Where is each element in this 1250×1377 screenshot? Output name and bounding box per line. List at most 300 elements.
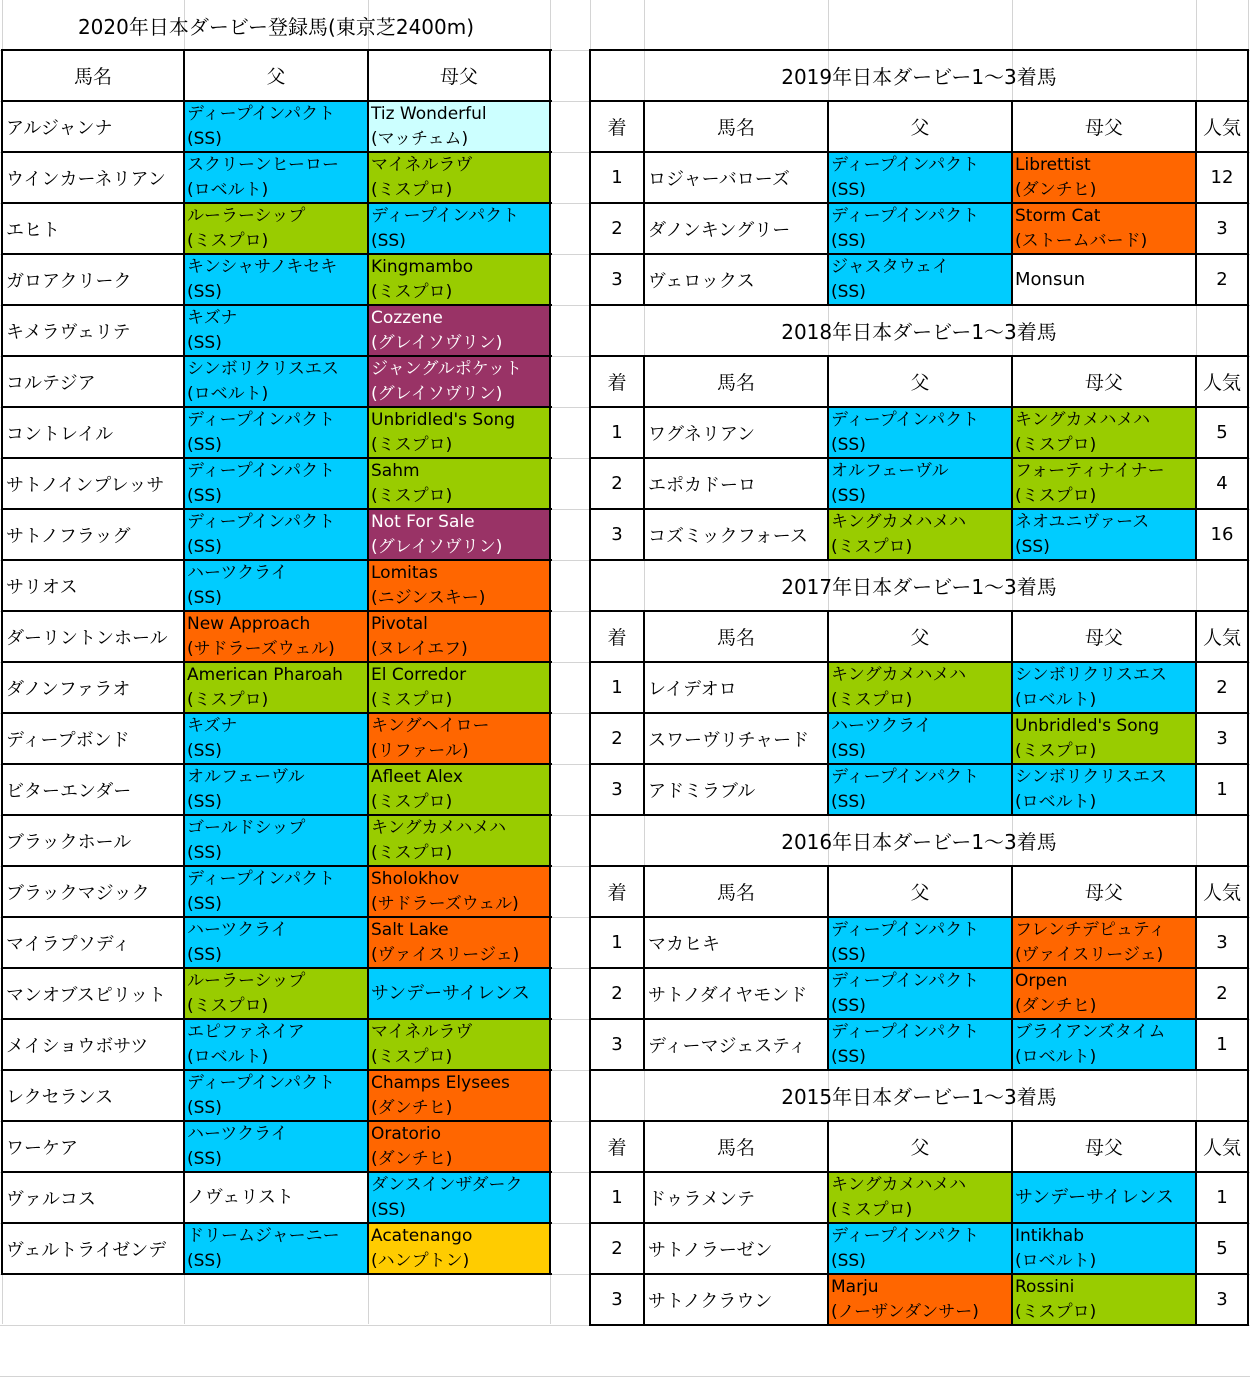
table-border <box>1195 1120 1197 1326</box>
table-border <box>1195 610 1197 816</box>
table-border <box>2 1120 552 1122</box>
sire-cell-line-2: (SS) <box>187 740 222 761</box>
horse-name[interactable]: マイラプソディ <box>2 917 184 968</box>
dam-sire-cell[interactable] <box>1012 1274 1196 1325</box>
popularity[interactable]: 3 <box>1216 1289 1228 1310</box>
popularity[interactable]: 2 <box>1216 269 1228 290</box>
table-border <box>827 355 829 561</box>
finish-position[interactable]: 3 <box>611 269 623 290</box>
sire-cell[interactable] <box>184 203 368 254</box>
section-title[interactable]: 2016年日本ダービー1～3着馬 <box>781 830 1057 854</box>
table-border <box>589 304 591 357</box>
horse-name[interactable]: レクセランス <box>2 1070 184 1121</box>
horse-name[interactable]: サトノラーゼン <box>648 1239 773 1261</box>
sire-cell-line-2: (SS) <box>187 128 222 149</box>
horse-name[interactable]: サトノダイヤモンド <box>648 984 808 1006</box>
sire-cell-line-2: (SS) <box>187 842 222 863</box>
table-border <box>2 100 552 102</box>
table-border <box>589 559 1249 561</box>
horse-name[interactable]: ヴァルコス <box>2 1172 184 1223</box>
sire-cell[interactable] <box>828 713 1012 764</box>
sire-cell-line-1: ディープインパクト <box>831 1021 980 1042</box>
sire-cell-line-1: Marju <box>831 1276 879 1297</box>
horse-name[interactable]: サリオス <box>2 560 184 611</box>
dam-sire-cell[interactable] <box>1012 458 1196 509</box>
sire-cell[interactable] <box>828 203 1012 254</box>
sire-cell[interactable] <box>184 968 368 1019</box>
dam-sire-cell-line-1: El Corredor <box>371 664 467 685</box>
table-border <box>1011 100 1013 306</box>
right-header-3[interactable]: 母父 <box>1084 627 1123 649</box>
sire-cell[interactable] <box>184 1070 368 1121</box>
dam-sire-cell[interactable] <box>1012 203 1196 254</box>
table-border <box>2 508 552 510</box>
sire-cell[interactable] <box>184 152 368 203</box>
horse-name[interactable]: メイショウボサツ <box>2 1019 184 1070</box>
dam-sire-cell-line-1: Cozzene <box>371 307 443 328</box>
horse-name[interactable]: コントレイル <box>2 407 184 458</box>
dam-sire-cell-line-1: Orpen <box>1015 970 1068 991</box>
horse-name[interactable]: ディーマジェスティ <box>648 1035 807 1057</box>
popularity[interactable]: 2 <box>1216 677 1228 698</box>
table-border <box>589 1120 591 1326</box>
sire-cell[interactable] <box>184 917 368 968</box>
table-border <box>1247 1120 1249 1326</box>
sire-cell-line-1: ハーツクライ <box>831 715 932 736</box>
dam-sire-cell-line-2: (ヴァイスリージェ) <box>371 944 520 965</box>
finish-position[interactable]: 3 <box>611 1034 623 1055</box>
horse-name[interactable]: スワーヴリチャード <box>648 729 810 751</box>
dam-sire-cell[interactable] <box>368 1019 550 1070</box>
dam-sire-cell-line-2: (ミスプロ) <box>371 689 453 710</box>
table-border <box>589 967 1249 969</box>
dam-sire-cell-line-2: (ロベルト) <box>1015 1250 1097 1271</box>
table-border <box>2 559 552 561</box>
table-border <box>2 712 552 714</box>
dam-sire-cell[interactable] <box>368 1172 550 1223</box>
sire-cell-line-1: エピファネイア <box>187 1021 305 1042</box>
table-border <box>589 559 591 612</box>
right-header-4[interactable]: 人気 <box>1202 117 1241 139</box>
table-border <box>2 253 552 255</box>
dam-sire-cell[interactable] <box>1012 968 1196 1019</box>
horse-name[interactable]: サトノインプレッサ <box>2 458 184 509</box>
horse-name[interactable]: ブラックマジック <box>2 866 184 917</box>
dam-sire-cell-line-1: マイネルラヴ <box>371 1021 473 1042</box>
horse-name[interactable]: ディープボンド <box>2 713 184 764</box>
finish-position[interactable]: 3 <box>611 1289 623 1310</box>
sire-cell-line-1: American Pharoah <box>187 664 343 685</box>
finish-position[interactable]: 2 <box>611 1238 623 1259</box>
popularity[interactable]: 12 <box>1210 167 1234 188</box>
sire-cell-line-1: キングカメハメハ <box>831 664 967 685</box>
dam-sire-cell-line-1: Oratorio <box>371 1123 441 1144</box>
section-title[interactable]: 2018年日本ダービー1～3着馬 <box>781 320 1057 344</box>
table-border <box>589 1171 1249 1173</box>
popularity[interactable]: 1 <box>1216 1187 1228 1208</box>
sire-cell-line-2: (ミスプロ) <box>831 689 913 710</box>
popularity[interactable]: 3 <box>1216 728 1228 749</box>
sire-cell[interactable] <box>828 1274 1012 1325</box>
section-title[interactable]: 2019年日本ダービー1～3着馬 <box>781 65 1057 89</box>
dam-sire-cell[interactable] <box>1012 1019 1196 1070</box>
finish-position[interactable]: 2 <box>611 218 623 239</box>
sire-cell-line-2: (SS) <box>187 944 222 965</box>
table-border <box>827 865 829 1071</box>
horse-name[interactable]: ガロアクリーク <box>2 254 184 305</box>
right-header-2[interactable]: 父 <box>910 117 930 139</box>
dam-sire-cell[interactable] <box>1012 509 1196 560</box>
horse-name[interactable]: ヴェロックス <box>648 270 755 292</box>
right-header-0[interactable]: 着 <box>607 1137 627 1159</box>
sire-cell[interactable] <box>184 815 368 866</box>
sire-cell[interactable] <box>184 764 368 815</box>
table-border <box>549 49 551 1275</box>
sire-cell-line-1: ディープインパクト <box>187 868 336 889</box>
sire-cell-line-2: (SS) <box>831 791 866 812</box>
sire-cell[interactable] <box>184 1121 368 1172</box>
horse-name[interactable]: アドミラブル <box>648 780 756 802</box>
sire-cell[interactable] <box>828 1172 1012 1223</box>
dam-sire-cell[interactable] <box>368 509 550 560</box>
table-border <box>2 916 552 918</box>
dam-sire-cell-line-2: (SS) <box>1015 536 1050 557</box>
horse-name[interactable]: エヒト <box>2 203 184 254</box>
dam-sire-cell[interactable] <box>368 356 550 407</box>
sire-cell-line-2: (ミスプロ) <box>831 536 913 557</box>
sire-cell[interactable] <box>828 764 1012 815</box>
horse-name[interactable]: ダーリントンホール <box>2 611 184 662</box>
popularity[interactable]: 5 <box>1216 1238 1228 1259</box>
table-border <box>589 865 591 1071</box>
popularity[interactable]: 5 <box>1216 422 1228 443</box>
dam-sire-cell-line-1: キングカメハメハ <box>1015 409 1151 430</box>
dam-sire-cell[interactable] <box>368 968 550 1019</box>
dam-sire-cell[interactable] <box>1012 764 1196 815</box>
right-header-2[interactable]: 父 <box>910 372 930 394</box>
dam-sire-cell-line-2: (ストームバード) <box>1015 230 1148 251</box>
right-header-3[interactable]: 母父 <box>1084 1137 1123 1159</box>
dam-sire-cell-line-1: Not For Sale <box>371 511 475 532</box>
dam-sire-cell[interactable] <box>1012 1172 1196 1223</box>
dam-sire-cell-line-1: Kingmambo <box>371 256 474 277</box>
table-border <box>827 1120 829 1326</box>
dam-sire-cell[interactable] <box>1012 1223 1196 1274</box>
popularity[interactable]: 4 <box>1216 473 1228 494</box>
sire-cell[interactable] <box>828 662 1012 713</box>
dam-sire-cell-line-2: (ミスプロ) <box>371 485 453 506</box>
sire-cell-line-2: (SS) <box>187 536 222 557</box>
sire-cell[interactable] <box>184 713 368 764</box>
horse-name[interactable]: サトノフラッグ <box>2 509 184 560</box>
sire-cell-line-2: (ノーザンダンサー) <box>831 1301 979 1322</box>
dam-sire-cell-line-2: (ミスプロ) <box>371 791 453 812</box>
dam-sire-cell-line-2: (SS) <box>371 1199 406 1220</box>
right-header-1[interactable]: 馬名 <box>716 1137 755 1159</box>
sire-cell[interactable] <box>184 1223 368 1274</box>
dam-sire-cell-line-1: フレンチデピュティ <box>1015 919 1166 940</box>
finish-position[interactable]: 1 <box>611 1187 623 1208</box>
table-border <box>589 1069 1249 1071</box>
sire-cell[interactable] <box>184 662 368 713</box>
dam-sire-cell[interactable] <box>368 407 550 458</box>
finish-position[interactable]: 1 <box>611 677 623 698</box>
right-header-0[interactable]: 着 <box>607 882 627 904</box>
popularity[interactable]: 3 <box>1216 932 1228 953</box>
right-header-0[interactable]: 着 <box>607 372 627 394</box>
sire-cell[interactable] <box>828 968 1012 1019</box>
sire-cell-line-1: キングカメハメハ <box>831 511 967 532</box>
right-header-0[interactable]: 着 <box>607 117 627 139</box>
table-border <box>589 1222 1249 1224</box>
finish-position[interactable]: 2 <box>611 728 623 749</box>
finish-position[interactable]: 1 <box>611 422 623 443</box>
table-border <box>589 1120 1249 1122</box>
sire-cell-line-2: (SS) <box>187 485 222 506</box>
dam-sire-cell[interactable] <box>368 152 550 203</box>
sire-cell-line-2: (ミスプロ) <box>187 689 269 710</box>
table-border <box>589 1069 591 1122</box>
horse-name[interactable]: アルジャンナ <box>2 101 184 152</box>
dam-sire-cell[interactable] <box>368 662 550 713</box>
sire-cell[interactable] <box>828 407 1012 458</box>
right-header-3[interactable]: 母父 <box>1084 117 1123 139</box>
horse-name[interactable]: マカヒキ <box>648 933 720 955</box>
horse-name[interactable]: エポカドーロ <box>648 474 756 496</box>
horse-name[interactable]: ロジャーバローズ <box>648 168 790 190</box>
horse-name[interactable]: ビターエンダー <box>2 764 184 815</box>
section-title[interactable]: 2015年日本ダービー1～3着馬 <box>781 1085 1057 1109</box>
horse-name[interactable]: ブラックホール <box>2 815 184 866</box>
sire-cell-line-1: シンボリクリスエス <box>187 358 339 379</box>
sire-cell-line-1: ディープインパクト <box>831 970 980 991</box>
horse-name[interactable]: サトノクラウン <box>648 1290 773 1312</box>
dam-sire-cell-line-1: フォーティナイナー <box>1015 460 1165 481</box>
table-border <box>1247 610 1249 816</box>
sire-cell[interactable] <box>184 458 368 509</box>
dam-sire-cell[interactable] <box>1012 254 1196 305</box>
horse-name[interactable]: ヴェルトライゼンデ <box>2 1223 184 1274</box>
sire-cell[interactable] <box>184 1172 368 1223</box>
right-header-0[interactable]: 着 <box>607 627 627 649</box>
dam-sire-cell-line-1: Monsun <box>1015 269 1086 290</box>
dam-sire-cell[interactable] <box>368 866 550 917</box>
sire-cell[interactable] <box>184 611 368 662</box>
sire-cell-line-1: ディープインパクト <box>187 460 336 481</box>
section-title[interactable]: 2017年日本ダービー1～3着馬 <box>781 575 1057 599</box>
dam-sire-cell-line-2: (ロベルト) <box>1015 689 1097 710</box>
dam-sire-cell-line-2: (ロベルト) <box>1015 791 1097 812</box>
horse-name[interactable]: ワグネリアン <box>648 423 756 445</box>
dam-sire-cell-line-1: Unbridled's Song <box>1015 715 1160 736</box>
left-header-2[interactable]: 母父 <box>368 50 550 101</box>
table-border <box>2 457 552 459</box>
dam-sire-cell-line-2: (ダンチヒ) <box>1015 995 1097 1016</box>
dam-sire-cell-line-1: Afleet Alex <box>371 766 463 787</box>
right-header-4[interactable]: 人気 <box>1202 882 1241 904</box>
finish-position[interactable]: 3 <box>611 779 623 800</box>
table-border <box>2 355 552 357</box>
dam-sire-cell[interactable] <box>1012 152 1196 203</box>
table-border <box>1247 49 1249 102</box>
popularity[interactable]: 2 <box>1216 983 1228 1004</box>
sire-cell[interactable] <box>828 152 1012 203</box>
horse-name[interactable]: ダノンファラオ <box>2 662 184 713</box>
horse-name[interactable]: ウインカーネリアン <box>2 152 184 203</box>
right-header-4[interactable]: 人気 <box>1202 1137 1241 1159</box>
dam-sire-cell[interactable] <box>368 203 550 254</box>
sire-cell[interactable] <box>184 866 368 917</box>
dam-sire-cell[interactable] <box>1012 917 1196 968</box>
sire-cell[interactable] <box>828 458 1012 509</box>
table-border <box>2 610 552 612</box>
table-border <box>1247 100 1249 306</box>
left-header-0[interactable]: 馬名 <box>2 50 184 101</box>
table-border <box>2 202 552 204</box>
horse-name[interactable]: コズミックフォース <box>648 525 808 547</box>
popularity[interactable]: 1 <box>1216 1034 1228 1055</box>
right-header-2[interactable]: 父 <box>910 882 930 904</box>
right-header-1[interactable]: 馬名 <box>716 372 755 394</box>
dam-sire-cell[interactable] <box>1012 662 1196 713</box>
horse-name[interactable]: コルテジア <box>2 356 184 407</box>
sire-cell-line-1: キングカメハメハ <box>831 1174 967 1195</box>
dam-sire-cell-line-1: Salt Lake <box>371 919 449 940</box>
table-border <box>827 610 829 816</box>
dam-sire-cell-line-2: (ダンチヒ) <box>371 1148 453 1169</box>
dam-sire-cell-line-2: (ダンチヒ) <box>1015 179 1097 200</box>
sire-cell-line-2: (SS) <box>187 893 222 914</box>
right-header-2[interactable]: 父 <box>910 627 930 649</box>
sire-cell[interactable] <box>828 917 1012 968</box>
sire-cell-line-2: (SS) <box>831 995 866 1016</box>
dam-sire-cell[interactable] <box>368 764 550 815</box>
horse-name[interactable]: ドゥラメンテ <box>648 1188 756 1210</box>
dam-sire-cell-line-1: Champs Elysees <box>371 1072 510 1093</box>
dam-sire-cell-line-2: (グレイソヴリン) <box>371 536 503 557</box>
sire-cell-line-1: ジャスタウェイ <box>831 256 949 277</box>
horse-name[interactable]: マンオブスピリット <box>2 968 184 1019</box>
dam-sire-cell[interactable] <box>368 458 550 509</box>
sire-cell-line-1: ディープインパクト <box>831 919 980 940</box>
sire-cell-line-2: (ミスプロ) <box>187 995 269 1016</box>
finish-position[interactable]: 1 <box>611 932 623 953</box>
dam-sire-cell-line-1: サンデーサイレンス <box>371 983 530 1004</box>
table-border <box>589 100 591 306</box>
dam-sire-cell[interactable] <box>368 1070 550 1121</box>
popularity[interactable]: 16 <box>1210 524 1234 545</box>
dam-sire-cell-line-1: マイネルラヴ <box>371 154 473 175</box>
dam-sire-cell[interactable] <box>368 1121 550 1172</box>
dam-sire-cell[interactable] <box>368 611 550 662</box>
dam-sire-cell-line-2: (SS) <box>371 230 406 251</box>
sire-cell[interactable] <box>828 1223 1012 1274</box>
sire-cell-line-1: キンシャサノキセキ <box>187 256 338 277</box>
dam-sire-cell[interactable] <box>368 101 550 152</box>
sire-cell-line-2: (SS) <box>831 485 866 506</box>
sire-cell[interactable] <box>184 356 368 407</box>
finish-position[interactable]: 1 <box>611 167 623 188</box>
table-border <box>589 508 1249 510</box>
table-border <box>643 100 645 306</box>
table-border <box>2 865 552 867</box>
sire-cell[interactable] <box>828 254 1012 305</box>
sire-cell[interactable] <box>828 509 1012 560</box>
table-border <box>589 100 1249 102</box>
sire-cell[interactable] <box>184 305 368 356</box>
dam-sire-cell[interactable] <box>368 713 550 764</box>
dam-sire-cell[interactable] <box>368 917 550 968</box>
table-border <box>589 814 591 867</box>
horse-name[interactable]: キメラヴェリテ <box>2 305 184 356</box>
horse-name[interactable]: ダノンキングリー <box>648 219 791 241</box>
right-header-1[interactable]: 馬名 <box>716 882 755 904</box>
sire-cell-line-2: (サドラーズウェル) <box>187 638 335 659</box>
dam-sire-cell-line-2: (マッチェム) <box>371 128 469 149</box>
sire-cell[interactable] <box>184 1019 368 1070</box>
sire-cell-line-2: (SS) <box>831 740 866 761</box>
right-header-1[interactable]: 馬名 <box>716 627 755 649</box>
popularity[interactable]: 3 <box>1216 218 1228 239</box>
table-border <box>1195 100 1197 306</box>
dam-sire-cell[interactable] <box>1012 407 1196 458</box>
horse-name[interactable]: レイデオロ <box>648 678 737 700</box>
dam-sire-cell-line-2: (ミスプロ) <box>371 179 453 200</box>
right-header-4[interactable]: 人気 <box>1202 372 1241 394</box>
sire-cell[interactable] <box>184 560 368 611</box>
dam-sire-cell[interactable] <box>368 815 550 866</box>
left-header-1[interactable]: 父 <box>184 50 368 101</box>
right-header-3[interactable]: 母父 <box>1084 882 1123 904</box>
popularity[interactable]: 1 <box>1216 779 1228 800</box>
table-border <box>589 916 1249 918</box>
sire-cell[interactable] <box>184 254 368 305</box>
finish-position[interactable]: 2 <box>611 983 623 1004</box>
dam-sire-cell-line-1: Librettist <box>1015 154 1091 175</box>
finish-position[interactable]: 3 <box>611 524 623 545</box>
dam-sire-cell-line-1: キングカメハメハ <box>371 817 507 838</box>
sire-cell-line-2: (SS) <box>831 179 866 200</box>
dam-sire-cell-line-1: Lomitas <box>371 562 438 583</box>
table-border <box>827 100 829 306</box>
dam-sire-cell-line-1: ジャングルポケット <box>371 358 522 379</box>
dam-sire-cell[interactable] <box>368 305 550 356</box>
dam-sire-cell-line-1: シンボリクリスエス <box>1015 664 1167 685</box>
left-title[interactable]: 2020年日本ダービー登録馬(東京芝2400m) <box>77 15 475 39</box>
dam-sire-cell-line-1: ディープインパクト <box>371 205 520 226</box>
sire-cell[interactable] <box>828 1019 1012 1070</box>
right-header-1[interactable]: 馬名 <box>716 117 755 139</box>
sire-cell[interactable] <box>184 101 368 152</box>
sire-cell[interactable] <box>184 509 368 560</box>
dam-sire-cell-line-1: Pivotal <box>371 613 428 634</box>
finish-position[interactable]: 2 <box>611 473 623 494</box>
dam-sire-cell[interactable] <box>368 560 550 611</box>
sire-cell[interactable] <box>184 407 368 458</box>
right-header-3[interactable]: 母父 <box>1084 372 1123 394</box>
right-header-2[interactable]: 父 <box>910 1137 930 1159</box>
horse-name[interactable]: ワーケア <box>2 1121 184 1172</box>
sire-cell-line-2: (SS) <box>187 1148 222 1169</box>
right-header-4[interactable]: 人気 <box>1202 627 1241 649</box>
dam-sire-cell[interactable] <box>368 1223 550 1274</box>
table-border <box>2 814 552 816</box>
dam-sire-cell[interactable] <box>368 254 550 305</box>
sire-cell-line-1: スクリーンヒーロー <box>187 154 339 175</box>
dam-sire-cell-line-2: (グレイソヴリン) <box>371 383 503 404</box>
table-border <box>1011 355 1013 561</box>
dam-sire-cell[interactable] <box>1012 713 1196 764</box>
